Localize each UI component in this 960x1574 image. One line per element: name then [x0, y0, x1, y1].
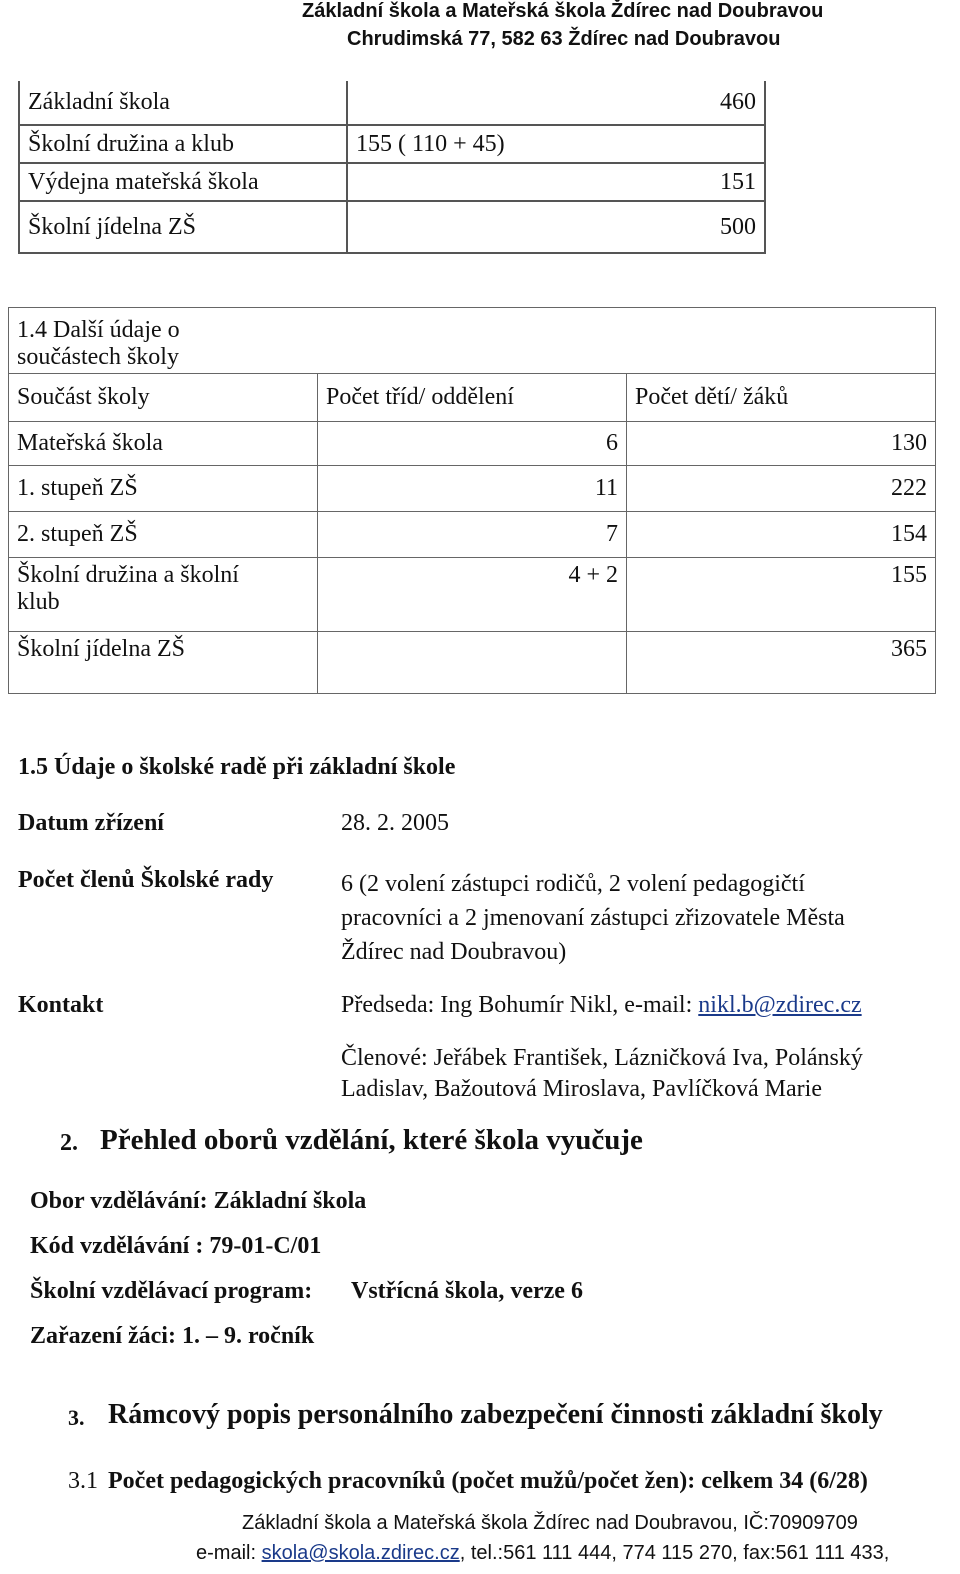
footer-email-label: e-mail: [196, 1542, 262, 1564]
table-title-line: součástech školy [17, 344, 179, 370]
board-members-line: Členové: Jeřábek František, Lázničková Iva, Polánský [341, 1045, 863, 1071]
table-cell: 6 [318, 422, 627, 466]
date-label: Datum zřízení [18, 810, 164, 836]
table-row [19, 81, 765, 125]
table-cell: Výdejna mateřská škola [19, 163, 347, 201]
contact-label: Kontakt [18, 992, 104, 1018]
table-cell: 365 [627, 632, 936, 694]
footer-contact [196, 1542, 889, 1565]
table-cell: 155 ( 110 + 45) [347, 125, 765, 163]
members-text-line: Ždírec nad Doubravou) [341, 939, 567, 965]
board-members-line: Ladislav, Bažoutová Miroslava, Pavlíčková Marie [341, 1076, 822, 1102]
members-label: Počet členů Školské rady [18, 867, 274, 893]
footer-phones: , tel.:561 111 444, 774 115 270, fax:561 111 433, [459, 1542, 890, 1564]
table-cell: 155 [627, 558, 936, 632]
footer-email-link[interactable]: skola@skola.zdirec.cz [261, 1542, 460, 1564]
footer-line: Základní škola a Mateřská škola Ždírec nad Doubravou, IČ:70909709 [242, 1512, 858, 1534]
members-text [341, 867, 845, 969]
table-row [9, 512, 936, 558]
chair-contact [341, 992, 862, 1019]
grades: Zařazení žáci: 1. – 9. ročník [30, 1323, 315, 1349]
table-cell: 11 [318, 466, 627, 512]
column-header: Počet dětí/ žáků [627, 374, 936, 422]
components-table [8, 307, 936, 694]
board-members [341, 1043, 863, 1105]
table-row [19, 125, 765, 163]
header-school-name: Základní škola a Mateřská škola Ždírec nad Doubravou [302, 0, 824, 22]
table-cell: Mateřská škola [9, 422, 318, 466]
section-number: 2. [60, 1130, 78, 1156]
table-cell: 1. stupeň ZŠ [9, 466, 318, 512]
table-cell: 4 + 2 [318, 558, 627, 632]
table-row [9, 558, 936, 632]
table-cell: Školní jídelna ZŠ [19, 201, 347, 253]
table-cell: Školní družina a klub [19, 125, 347, 163]
table-row [9, 466, 936, 512]
table-cell-line: Školní družina a školní [17, 562, 239, 588]
program-value: Vstřícná škola, verze 6 [351, 1278, 583, 1304]
section-heading: 1.5 Údaje o školské radě při základní škole [18, 754, 456, 780]
table-cell: 151 [347, 163, 765, 201]
table-cell [9, 558, 318, 632]
table-row [19, 163, 765, 201]
column-header: Součást školy [9, 374, 318, 422]
table-row [9, 308, 936, 374]
table-cell [347, 81, 765, 125]
chair-text: Předseda: Ing Bohumír Nikl, e-mail: [341, 992, 699, 1018]
members-text-line: 6 (2 volení zástupci rodičů, 2 volení pedagogičtí [341, 871, 805, 897]
table-title [9, 308, 936, 374]
section-title: Rámcový popis personálního zabezpečení činnosti základní školy [108, 1399, 883, 1430]
subsection-title: Počet pedagogických pracovníků (počet mužů/počet žen): celkem 34 (6/28) [108, 1468, 868, 1494]
education-code: Kód vzdělávání : 79-01-C/01 [30, 1233, 322, 1259]
education-field: Obor vzdělávání: Základní škola [30, 1188, 367, 1214]
table-cell: 7 [318, 512, 627, 558]
subsection-number: 3.1 [68, 1468, 98, 1494]
date-value: 28. 2. 2005 [341, 810, 449, 836]
table-cell: 222 [627, 466, 936, 512]
page-header [0, 0, 960, 60]
table-cell: Školní jídelna ZŠ [9, 632, 318, 694]
table-cell: 130 [627, 422, 936, 466]
table-row [9, 422, 936, 466]
table-cell-line: klub [17, 589, 60, 615]
section-title: Přehled oborů vzdělání, které škola vyučuje [100, 1124, 643, 1156]
capacity-table [18, 81, 766, 254]
table-cell: 154 [627, 512, 936, 558]
chair-email-link[interactable]: nikl.b@zdirec.cz [698, 992, 862, 1018]
table-cell: 500 [347, 201, 765, 253]
table-header-row [9, 374, 936, 422]
section-number: 3. [68, 1405, 85, 1430]
table-row [9, 632, 936, 694]
table-title-line: 1.4 Další údaje o [17, 317, 180, 343]
program-label: Školní vzdělávací program: [30, 1278, 313, 1304]
table-cell [318, 632, 627, 694]
table-row [19, 201, 765, 253]
members-text-line: pracovníci a 2 jmenovaní zástupci zřizovatele Města [341, 905, 845, 931]
header-address: Chrudimská 77, 582 63 Ždírec nad Doubravou [347, 28, 781, 50]
table-cell: 2. stupeň ZŠ [9, 512, 318, 558]
table-cell-value: 460 [720, 89, 756, 115]
table-cell: Základní škola [19, 81, 347, 125]
column-header: Počet tříd/ oddělení [318, 374, 627, 422]
